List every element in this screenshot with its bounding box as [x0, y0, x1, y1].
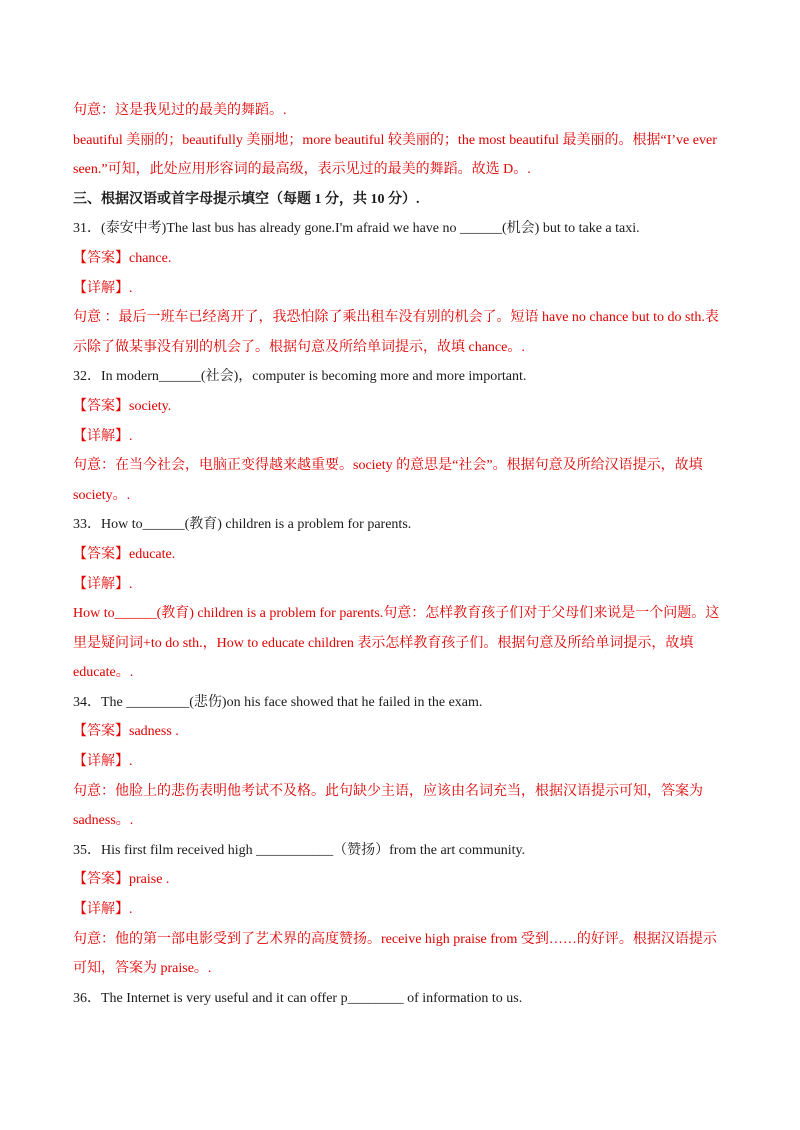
detail-label-34: 【详解】. — [73, 754, 133, 770]
explanation-line: seen.”可知，此处应用形容词的最高级，表示见过的最美的舞蹈。故选 D。. — [73, 162, 531, 178]
explanation-line: 句意：他的第一部电影受到了艺术界的高度赞扬。receive high praise from 受到……的好评。根据汉语提示 — [73, 931, 717, 947]
explanation-line: 示除了做某事没有别的机会了。根据句意及所给单词提示，故填 chance。. — [73, 339, 525, 355]
explanation-line: educate。. — [73, 665, 134, 681]
detail-label-35: 【详解】. — [73, 902, 133, 918]
question-36: 36．The Internet is very useful and it can offer p________ of information to us. — [73, 990, 523, 1006]
answer-34: 【答案】sadness . — [73, 724, 179, 740]
answer-35: 【答案】praise . — [73, 872, 170, 888]
answer-31: 【答案】chance. — [73, 250, 172, 266]
sentence-meaning: 句意：这是我见过的最美的舞蹈。. — [73, 103, 287, 118]
answer-32: 【答案】society. — [73, 398, 172, 414]
explanation-line: How to______(教育) children is a problem for parents.句意：怎样教育孩子们对于父母们来说是一个问题。这 — [73, 606, 720, 622]
detail-label-31: 【详解】. — [73, 280, 133, 296]
explanation-line: sadness。. — [73, 813, 134, 829]
explanation-line: society。. — [73, 487, 131, 503]
document-page — [73, 96, 733, 1013]
question-34: 34．The _________(悲伤)on his face showed that he failed in the exam. — [73, 694, 483, 710]
section-heading: 三、根据汉语或首字母提示填空（每题 1 分，共 10 分）. — [73, 191, 420, 207]
answer-33: 【答案】educate. — [73, 546, 176, 562]
detail-label-33: 【详解】. — [73, 576, 133, 592]
explanation-line: 句意：他脸上的悲伤表明他考试不及格。此句缺少主语，应该由名词充当，根据汉语提示可知，答案为 — [73, 783, 703, 799]
explanation-line: 句意：在当今社会，电脑正变得越来越重要。society 的意思是“社会”。根据句意及所给汉语提示，故填 — [73, 458, 703, 474]
detail-label-32: 【详解】. — [73, 428, 133, 444]
explanation-line: 句意 ：最后一班车已经离开了，我恐怕除了乘出租车没有别的机会了。短语 have no chance but to do sth.表 — [73, 310, 719, 326]
explanation-line: 可知，答案为 praise。. — [73, 961, 212, 977]
explanation-line: beautiful 美丽的；beautifully 美丽地；more beautiful 较美丽的；the most beautiful 最美丽的。根据“I’ve ever — [73, 132, 717, 148]
explanation-line: 里是疑问词+to do sth.，How to educate children 表示怎样教育孩子们。根据句意及所给单词提示，故填 — [73, 635, 694, 651]
question-31: 31．(泰安中考)The last bus has already gone.I'm afraid we have no ______(机会) but to take a taxi. — [73, 221, 640, 237]
question-35: 35．His first film received high ___________（赞扬）from the art community. — [73, 842, 526, 858]
question-32: 32．In modern______(社会)，computer is becoming more and more important. — [73, 369, 527, 385]
question-33: 33．How to______(教育) children is a problem for parents. — [73, 517, 412, 533]
